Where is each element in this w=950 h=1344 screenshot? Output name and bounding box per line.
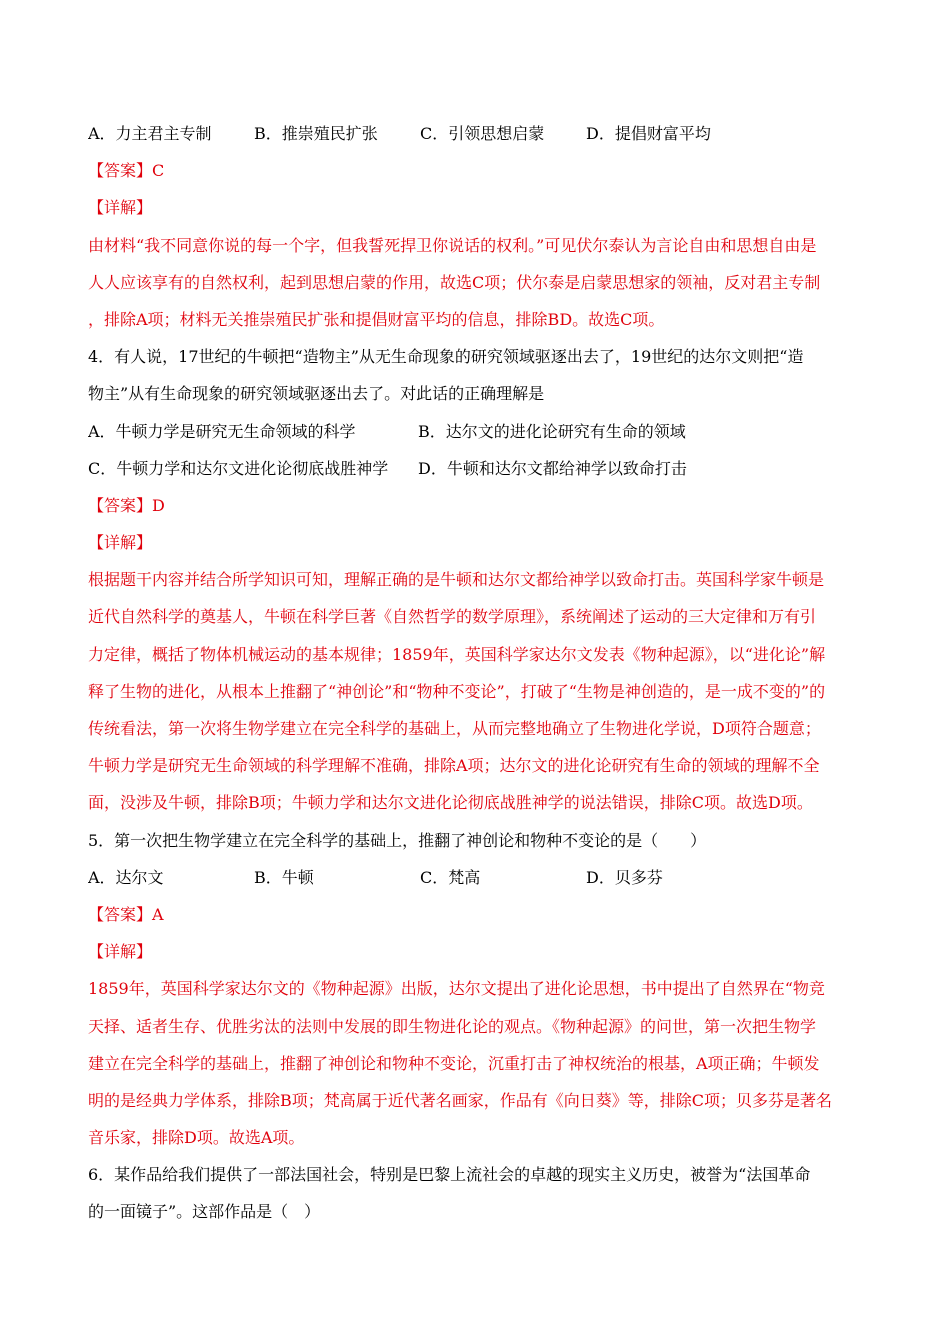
q4-options-row — [88, 413, 868, 450]
q3-option-a: A．力主君主专制 — [88, 124, 212, 143]
q3-option-b: B．推崇殖民扩张 — [254, 124, 378, 143]
page-content — [88, 115, 868, 1231]
q5-explanation-line: 音乐家，排除D项。故选A项。 — [88, 1128, 305, 1148]
q5-option-a: A．达尔文 — [88, 867, 164, 887]
q5-explanation-line: 天择、适者生存、优胜劣汰的法则中发展的即生物进化论的观点。《物种起源》的问世，第一次把生物学 — [88, 1016, 817, 1036]
q3-option-c: C．引领思想启蒙 — [420, 124, 545, 143]
q5-option-b: B．牛顿 — [254, 867, 314, 887]
q6-stem-line: 6．某作品给我们提供了一部法国社会，特别是巴黎上流社会的卓越的现实主义历史，被誉为“法国革命 — [88, 1165, 811, 1185]
q3-detail-label: 【详解】 — [88, 198, 153, 218]
q4-detail-label: 【详解】 — [88, 533, 153, 553]
q5-option-d: D．贝多芬 — [586, 867, 663, 887]
q3-explanation-line: ，排除A项；材料无关推崇殖民扩张和提倡财富平均的信息，排除BD。故选C项。 — [88, 309, 665, 329]
q4-explanation-line: 根据题干内容并结合所学知识可知，理解正确的是牛顿和达尔文都给神学以致命打击。英国科学家牛顿是 — [88, 570, 825, 590]
q4-explanation-line: 近代自然科学的奠基人，牛顿在科学巨著《自然哲学的数学原理》，系统阐述了运动的三大定律和万有引 — [88, 607, 817, 627]
q4-explanation-line: 面，没涉及牛顿，排除B项；牛顿力学和达尔文进化论彻底战胜神学的说法错误，排除C项。故选D项。 — [88, 793, 813, 813]
q3-explanation-line: 人人应该享有的自然权利，起到思想启蒙的作用，故选C项；伏尔泰是启蒙思想家的领袖，反对君主专制 — [88, 272, 821, 292]
q4-answer: 【答案】D — [88, 495, 165, 515]
q4-option-b: B．达尔文的进化论研究有生命的领域 — [418, 421, 686, 441]
q3-explanation-line: 由材料“我不同意你说的每一个字，但我誓死捍卫你说话的权利。”可见伏尔泰认为言论自由和思想自由是 — [88, 235, 817, 255]
q5-detail-label: 【详解】 — [88, 942, 153, 962]
q3-answer: 【答案】C — [88, 161, 165, 181]
q5-stem-line: 5．第一次把生物学建立在完全科学的基础上，推翻了神创论和物种不变论的是（ ） — [88, 830, 707, 850]
q5-explanation-line: 建立在完全科学的基础上，推翻了神创论和物种不变论，沉重打击了神权统治的根基，A项正确；牛顿发 — [88, 1053, 820, 1073]
q5-options — [88, 859, 868, 896]
q4-option-c: C．牛顿力学和达尔文进化论彻底战胜神学 — [88, 458, 389, 478]
q5-option-c: C．梵高 — [420, 867, 481, 887]
q4-explanation-line: 释了生物的进化，从根本上推翻了“神创论”和“物种不变论”，打破了“生物是神创造的，是一成不变的”的 — [88, 681, 826, 701]
q3-option-d: D．提倡财富平均 — [586, 124, 711, 143]
q4-explanation-line: 力定律，概括了物体机械运动的基本规律；1859年，英国科学家达尔文发表《物种起源》，以“进化论”解 — [88, 644, 826, 664]
q3-options — [88, 115, 868, 152]
q4-explanation-line: 牛顿力学是研究无生命领域的科学理解不准确，排除A项；达尔文的进化论研究有生命的领域的理解不全 — [88, 756, 820, 776]
q4-options-row — [88, 450, 868, 487]
q5-answer: 【答案】A — [88, 904, 164, 924]
q4-option-a: A．牛顿力学是研究无生命领域的科学 — [88, 421, 356, 441]
q4-stem-line: 4．有人说，17世纪的牛顿把“造物主”从无生命现象的研究领域驱逐出去了，19世纪的达尔文则把“造 — [88, 347, 804, 367]
q5-explanation-line: 1859年，英国科学家达尔文的《物种起源》出版，达尔文提出了进化论思想，书中提出了自然界在“物竞 — [88, 979, 825, 999]
q4-stem-line: 物主”从有生命现象的研究领域驱逐出去了。对此话的正确理解是 — [88, 384, 545, 404]
q5-explanation-line: 明的是经典力学体系，排除B项；梵高属于近代著名画家，作品有《向日葵》等，排除C项；贝多芬是著名 — [88, 1090, 833, 1110]
q6-stem-line: 的一面镜子”。这部作品是（ ） — [88, 1202, 321, 1222]
q4-option-d: D．牛顿和达尔文都给神学以致命打击 — [418, 458, 687, 478]
q4-explanation-line: 传统看法，第一次将生物学建立在完全科学的基础上，从而完整地确立了生物进化学说，D项符合题意； — [88, 719, 821, 738]
